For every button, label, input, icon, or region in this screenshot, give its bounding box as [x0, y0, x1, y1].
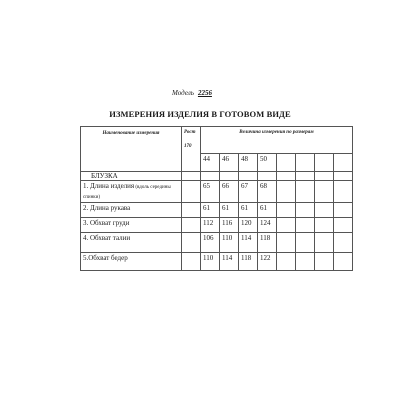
- row-name-cell: [81, 181, 182, 203]
- empty-cell: [258, 172, 277, 181]
- empty-cell: [239, 172, 258, 181]
- value-cell: 61: [239, 203, 258, 218]
- row-name: 1. Длина изделия: [83, 182, 135, 190]
- header-sizes-cell: Величина измерения по размерам: [201, 127, 353, 154]
- row-name-cell: [81, 233, 182, 253]
- section-label: БЛУЗКА: [81, 172, 182, 181]
- size-header-cell: [277, 154, 296, 172]
- header-rost-value: 170: [184, 144, 192, 149]
- empty-cell: [277, 172, 296, 181]
- value-cell: 61: [201, 203, 220, 218]
- size-header-cell: [315, 154, 334, 172]
- value-cell: 114: [239, 233, 258, 253]
- row-name-cell: [81, 253, 182, 271]
- table-row: [81, 233, 353, 253]
- value-cell: 66: [220, 181, 239, 203]
- row-name-cell: [81, 218, 182, 233]
- section-row: [81, 172, 353, 181]
- value-cell: [315, 181, 334, 203]
- empty-cell: [315, 172, 334, 181]
- value-cell: [277, 233, 296, 253]
- header-rost-cell: [182, 127, 201, 172]
- table-row: [81, 218, 353, 233]
- size-header-cell: 48: [239, 154, 258, 172]
- row-name: 3. Обхват груди: [83, 219, 130, 227]
- value-cell: [315, 253, 334, 271]
- size-header-cell: [334, 154, 353, 172]
- value-cell: [315, 203, 334, 218]
- header-row: [81, 127, 353, 154]
- value-cell: [315, 218, 334, 233]
- rost-cell: [182, 253, 201, 271]
- row-name-cell: [81, 203, 182, 218]
- empty-cell: [182, 172, 201, 181]
- value-cell: 67: [239, 181, 258, 203]
- value-cell: [296, 253, 315, 271]
- size-header-cell: [296, 154, 315, 172]
- row-name: 4. Обхват талии: [83, 234, 131, 242]
- value-cell: 120: [239, 218, 258, 233]
- empty-cell: [220, 172, 239, 181]
- empty-cell: [334, 172, 353, 181]
- value-cell: [296, 181, 315, 203]
- value-cell: [277, 218, 296, 233]
- value-cell: 122: [258, 253, 277, 271]
- rost-cell: [182, 203, 201, 218]
- value-cell: [296, 218, 315, 233]
- value-cell: 118: [239, 253, 258, 271]
- value-cell: [334, 181, 353, 203]
- value-cell: [277, 253, 296, 271]
- value-cell: [334, 233, 353, 253]
- row-name: 2. Длина рукава: [83, 204, 131, 212]
- value-cell: 110: [201, 253, 220, 271]
- row-name: 5.Обхват бедер: [83, 254, 128, 262]
- model-label: [172, 89, 212, 97]
- size-header-cell: 46: [220, 154, 239, 172]
- value-cell: [334, 203, 353, 218]
- model-label-text: Модель: [172, 89, 194, 97]
- table-row: [81, 181, 353, 203]
- value-cell: 61: [220, 203, 239, 218]
- table-row: [81, 253, 353, 271]
- value-cell: [296, 203, 315, 218]
- size-header-cell: 44: [201, 154, 220, 172]
- value-cell: 61: [258, 203, 277, 218]
- rost-cell: [182, 233, 201, 253]
- value-cell: 110: [220, 233, 239, 253]
- model-number: 2256: [197, 89, 212, 97]
- header-name-cell: Наименование измерения: [81, 127, 182, 172]
- measurements-table: [80, 126, 353, 271]
- value-cell: 68: [258, 181, 277, 203]
- value-cell: [334, 253, 353, 271]
- measurements-table-wrap: [80, 126, 353, 271]
- value-cell: [296, 233, 315, 253]
- value-cell: 116: [220, 218, 239, 233]
- measurements-table-body: [81, 127, 353, 271]
- rost-cell: [182, 181, 201, 203]
- value-cell: 124: [258, 218, 277, 233]
- table-row: [81, 203, 353, 218]
- value-cell: [315, 233, 334, 253]
- header-rost-label: Рост: [184, 130, 196, 135]
- value-cell: 118: [258, 233, 277, 253]
- value-cell: 106: [201, 233, 220, 253]
- value-cell: 65: [201, 181, 220, 203]
- rost-cell: [182, 218, 201, 233]
- value-cell: [277, 181, 296, 203]
- empty-cell: [201, 172, 220, 181]
- empty-cell: [296, 172, 315, 181]
- value-cell: 114: [220, 253, 239, 271]
- value-cell: 112: [201, 218, 220, 233]
- page-title: ИЗМЕРЕНИЯ ИЗДЕЛИЯ В ГОТОВОМ ВИДЕ: [109, 109, 291, 119]
- value-cell: [277, 203, 296, 218]
- size-header-cell: 50: [258, 154, 277, 172]
- row-note: (вдоль середины спинки): [83, 185, 171, 200]
- value-cell: [334, 218, 353, 233]
